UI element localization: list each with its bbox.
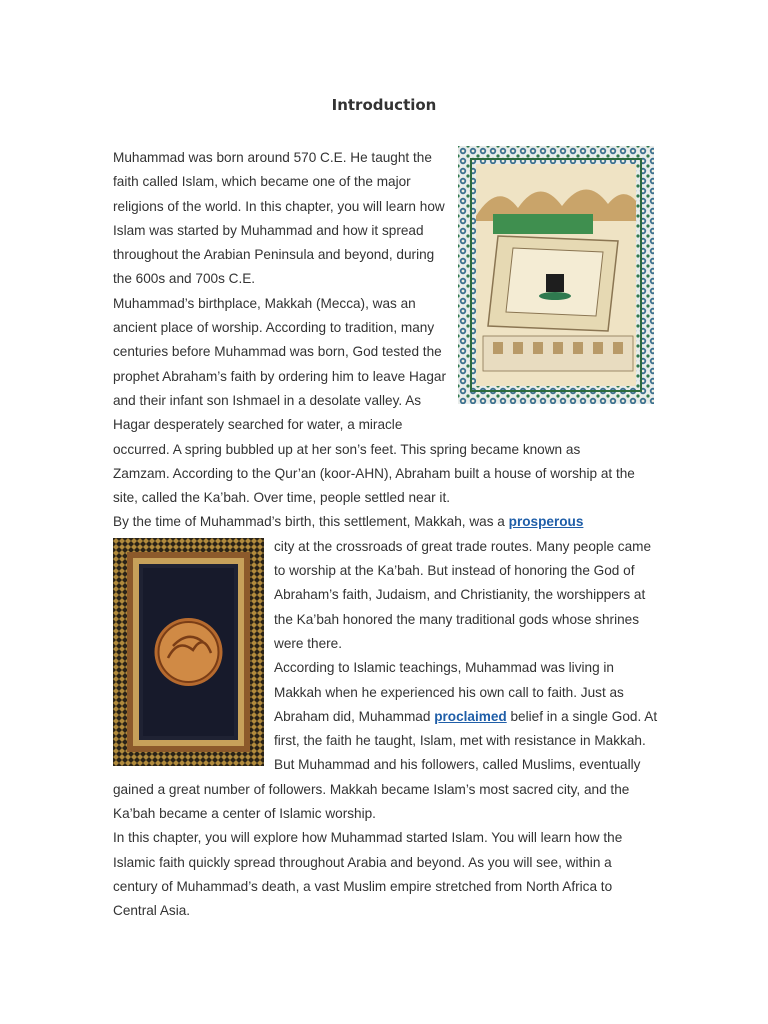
proclaimed-link[interactable]: proclaimed [434, 708, 507, 724]
article-body: Muhammad was born around 570 C.E. He taught the faith called Islam, which became one of the major religions of the world. In this chapter, you will learn how Islam was started by Muhammad and how it spread throughout the Arabian Peninsula and beyond, during the 600s and 700s C.E. Muhammad’s birthplace, Makkah (Mecca), was an ancient place of worship. According to tradition, many centuries before Muhammad was born, God tested the prophet Abraham’s faith by ordering him to leave Hagar and their infant son Ishmael in a desolate valley. As Hagar desperately searched for water, a miracle occurred. A spring bubbled up at her son’s feet. This spring became known as Zamzam. According to the Qur’an (koor-AHN), Abraham built a house of worship at the site, called the Ka’bah. Over time, people settled near it. By the time of Muhammad’s birth, this settlement, Makkah, was a prosperous city at the crossroads of great trade routes. Many people came to worship at the Ka’bah. But instead of honoring the God of Abraham’s faith, Judaism, and Christianity, the worshippers at the Ka’bah honored the many traditional gods whose shrines were there. According to Islamic teachings, Muhammad was living in Makkah when he experienced his own call to faith. Just as Abraham did, Muhammad proclaimed belief in a single God. At first, the faith he taught, Islam, met with resistance in Makkah. But Muhammad and his followers, called Muslims, eventually gained a great number of followers. Makkah became Islam’s most sacred city, and the Ka’bah became a center of Islamic worship. In this chapter, you will explore how Muhammad started Islam. You will learn how the Islamic faith quickly spread throughout Arabia and beyond. As you will see, within a century of Muhammad’s death, a vast Muslim empire stretched from North Africa to Central Asia. [113, 146, 658, 924]
prosperous-link[interactable]: prosperous [508, 514, 584, 530]
paragraph-5: In this chapter, you will explore how Muhammad started Islam. You will learn how the Islamic faith quickly spread throughout Arabia and beyond. As you will see, within a century of Muhammad’s death, a vast Muslim empire stretched from North Africa to Central Asia. [113, 830, 623, 919]
paragraph-3-start: By the time of Muhammad’s birth, this settlement, Makkah, was a [113, 514, 509, 530]
paragraph-2b: Zamzam. According to the Qur’an (koor-AHN), Abraham built a house of worship at the site, called the Ka’bah. Over time, people settled near it. [113, 465, 635, 506]
page-title: Introduction [331, 96, 437, 114]
paragraph-1: Muhammad was born around 570 C.E. He taught the faith called Islam, which became one of the major religions of the world. In this chapter, you will learn how Islam was started by Muhammad and how it spread throughout the Arabian Peninsula and beyond, during the 600s and 700s C.E. [113, 150, 445, 287]
paragraph-2a: Muhammad’s birthplace, Makkah (Mecca), was an ancient place of worship. According to tradition, many centuries before Muhammad was born, God tested the prophet Abraham’s faith by ordering him to leave Hagar and their infant son Ishmael in a desolate valley. As Hagar desperately searched for water, a miracle occurred. A spring bubbled up at her son’s feet. This spring became known as [113, 295, 581, 457]
calligraphy-illustration [113, 538, 264, 766]
makkah-illustration [458, 146, 654, 410]
paragraph-4-start: According to Islamic teachings, Muhammad was living in Makkah when he experienced his own call to faith. Just as Abraham did, Muhammad [274, 660, 624, 724]
paragraph-3 [113, 510, 658, 534]
paragraph-4-end: belief in a single God. At first, the faith he taught, Islam, met with resistance in Makkah. But Muhammad and his followers, called Muslims, eventually gained a great number of followers. Makkah became Islam’s most sacred city, and the Ka’bah became a center of Islamic worship. [113, 708, 658, 822]
